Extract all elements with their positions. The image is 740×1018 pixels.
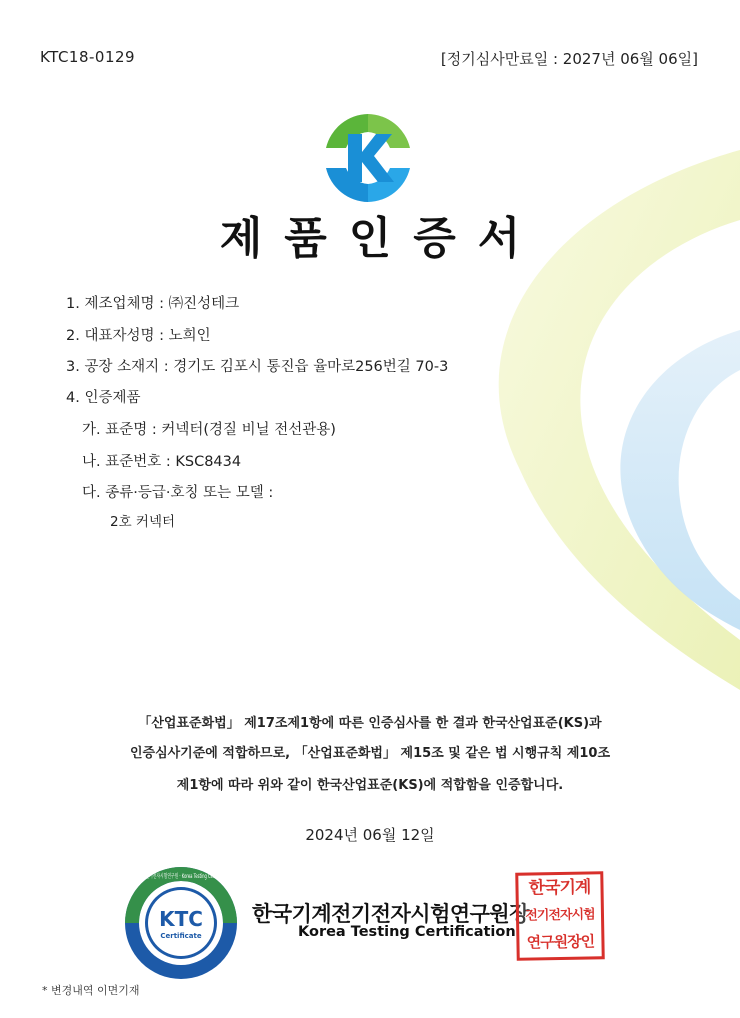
ks-mark-logo — [318, 108, 418, 208]
seal-logo-subtext: Certificate — [160, 932, 202, 940]
footnote: * 변경내역 이면기재 — [42, 984, 140, 997]
seal-ring-text: 한국기계전기전자시험연구원 · Korea Testing Certification — [131, 873, 291, 880]
statement-line-1: 「산업표준화법」 제17조제1항에 따른 인증심사를 한 결과 한국산업표준(KS)과 — [138, 716, 602, 731]
model-value: 2호 커넥터 — [110, 514, 176, 530]
standard-number-line: 나. 표준번호 : KSC8434 — [82, 454, 242, 470]
standard-name-line: 가. 표준명 : 커넥터(경질 비닐 전선관용) — [82, 422, 336, 438]
manufacturer-line: 1. 제조업체명 : ㈜진성테크 — [66, 296, 240, 312]
issue-date: 2024년 06월 12일 — [305, 826, 435, 844]
stamp-line-1: 한국기계 — [528, 877, 591, 899]
model-heading-line: 다. 종류·등급·호칭 또는 모델 : — [82, 485, 274, 501]
stamp-line-3: 연구원장인 — [526, 932, 595, 952]
stamp-line-2: 전기전자시험 — [525, 907, 595, 924]
issuer-name-english: Korea Testing Certification — [298, 924, 516, 940]
seal-logo-text: KTC — [159, 907, 203, 931]
official-red-stamp — [515, 871, 605, 961]
representative-line: 2. 대표자성명 : 노희인 — [66, 328, 211, 344]
ktc-certificate-seal — [122, 864, 291, 982]
certificate-number: KTC18-0129 — [40, 48, 136, 66]
certified-product-heading: 4. 인증제품 — [66, 390, 141, 406]
expiry-date-note: [정기심사만료일 : 2027년 06월 06일] — [440, 50, 698, 68]
statement-line-3: 제1항에 따라 위와 같이 한국산업표준(KS)에 적합함을 인증합니다. — [176, 778, 564, 793]
document-title: 제품인증서 — [219, 213, 543, 264]
issuer-name-korean: 한국기계전기전자시험연구원장 — [252, 902, 530, 926]
statement-line-2: 인증심사기준에 적합하므로, 「산업표준화법」 제15조 및 같은 법 시행규칙 제10조 — [129, 746, 611, 761]
factory-address-line: 3. 공장 소재지 : 경기도 김포시 통진읍 율마로256번길 70-3 — [66, 359, 449, 375]
